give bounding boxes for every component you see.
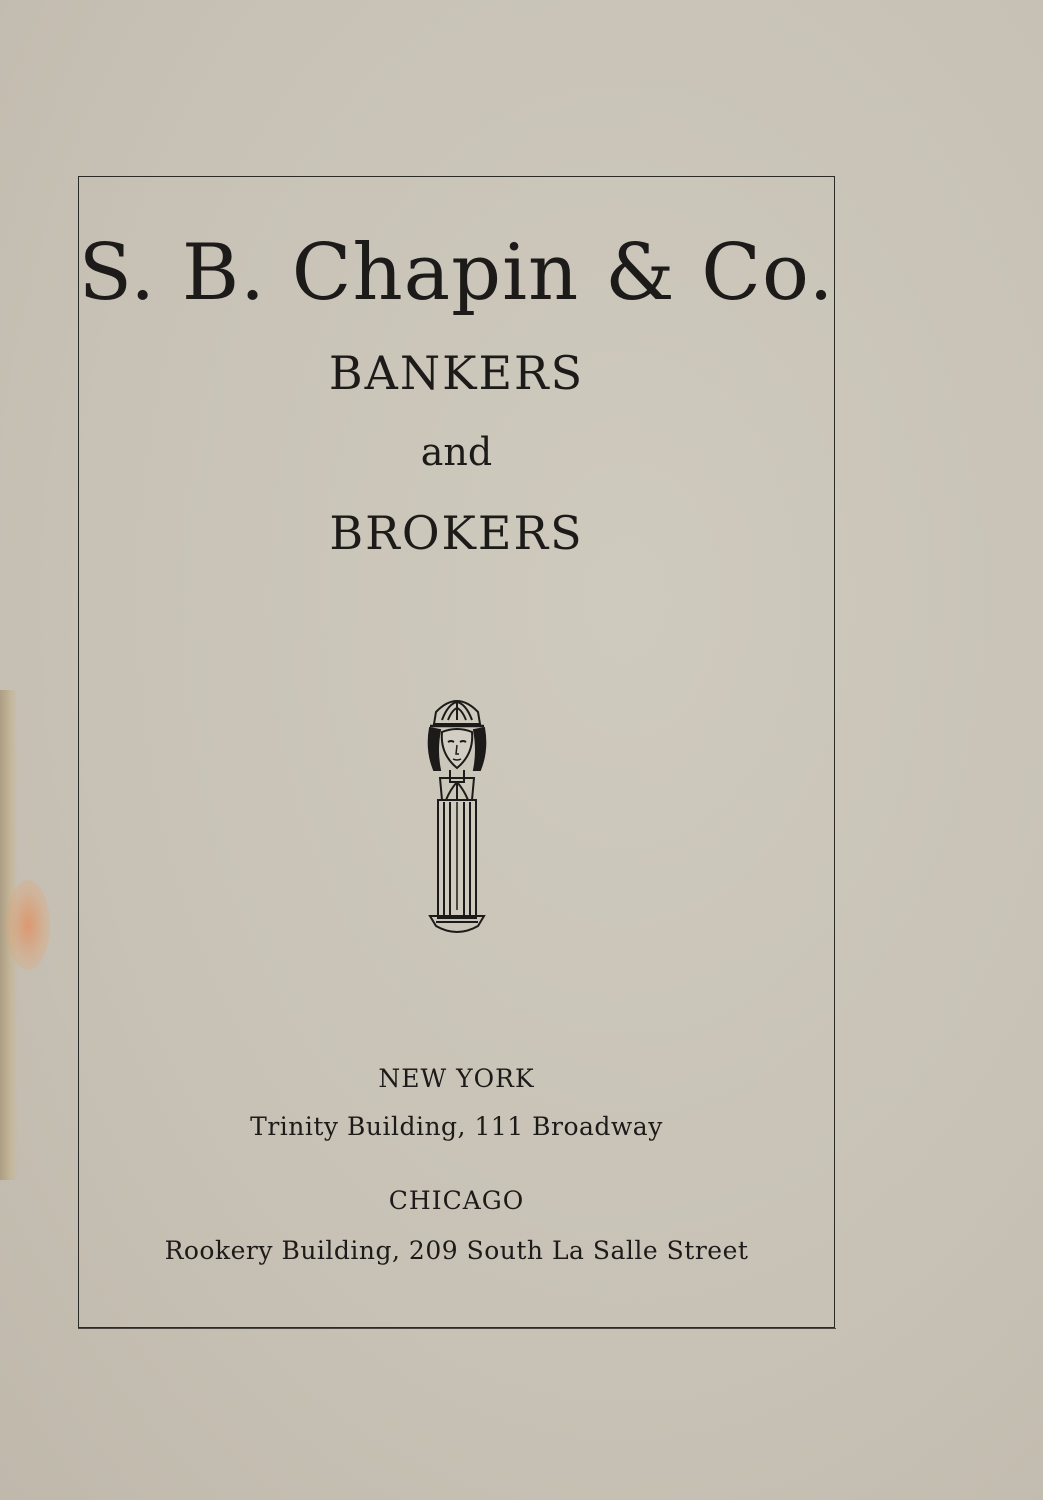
office-address-chicago: Rookery Building, 209 South La Salle Street — [164, 1236, 749, 1265]
firm-name: S. B. Chapin & Co. — [78, 228, 835, 318]
office-address-new-york: Trinity Building, 111 Broadway — [250, 1112, 663, 1141]
office-city-new-york: NEW YORK — [378, 1064, 535, 1093]
heading-bankers: BANKERS — [328, 346, 585, 400]
art-nouveau-figure-ornament-icon — [422, 690, 492, 940]
office-city-chicago: CHICAGO — [388, 1186, 525, 1215]
paper-stain — [6, 880, 50, 970]
heading-brokers: BROKERS — [329, 506, 584, 560]
border-bottom-rule — [78, 1328, 836, 1329]
heading-and: and — [420, 430, 493, 474]
